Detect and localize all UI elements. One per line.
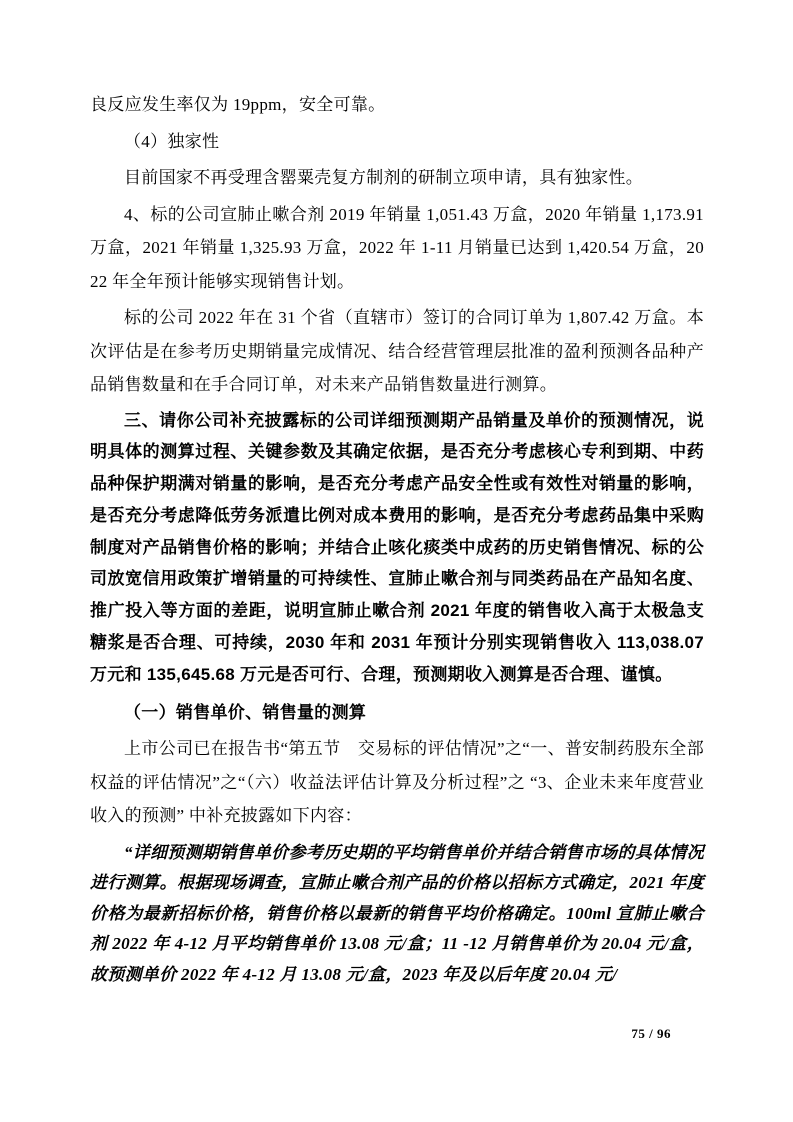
- paragraph-disclosure-location: 上市公司已在报告书“第五节 交易标的评估情况”之“一、普安制药股东全部权益的评估情况”之“（六）收益法评估计算及分析过程”之 “3、企业未来年度营业收入的预测” 中补充披露如下内容：: [90, 739, 704, 826]
- paragraph-continuation: 良反应发生率仅为 19ppm，安全可靠。: [90, 95, 386, 114]
- paragraph-inquiry-question-three: 三、请你公司补充披露标的公司详细预测期产品销量及单价的预测情况，说明具体的测算过程、关键参数及其确定依据，是否充分考虑核心专利到期、中药品种保护期满对销量的影响，是否充分考虑产品安全性或有效性对销量的影响，是否充分考虑降低劳务派遣比例对成本费用的影响，是否充分考虑药品集中采购制度对产品销售价格的影响；并结合止咳化痰类中成药的历史销售情况、标的公司放宽信用政策扩增销量的可持续性、宣肺止嗽合剂与同类药品在产品知名度、推广投入等方面的差距，说明宣肺止嗽合剂 2021 年度的销售收入高于太极急支糖浆是否合理、可持续，2030 年和 2031 年预计分别实现销售收入 113,038.07 万元和 135,645.68 万元是否可行、合理，预测期收入测算是否合理、谨慎。: [90, 410, 704, 684]
- paragraph-contract-orders: 标的公司 2022 年在 31 个省（直辖市）签订的合同订单为 1,807.42 万盒。本次评估是在参考历史期销量完成情况、结合经营管理层批准的盈利预测各品种产品销售数量和在手合同订单，对未来产品销售数量进行测算。: [90, 308, 704, 394]
- paragraph-sales-volume-history: 4、标的公司宣肺止嗽合剂 2019 年销量 1,051.43 万盒，2020 年销量 1,173.91 万盒，2021 年销量 1,325.93 万盒，2022 年 1-11 月销量已达到 1,420.54 万盒，2022 年全年预计能够实现销售计划。: [90, 204, 704, 291]
- paragraph-quoted-disclosure: “详细预测期销售单价参考历史期的平均销售单价并结合销售市场的具体情况进行测算。根据现场调查，宣肺止嗽合剂产品的价格以招标方式确定，2021 年度价格为最新招标价格，销售价格以最新的销售平均价格确定。100ml 宣肺止嗽合剂 2022 年 4-12 月平均销售单价 13.08 元/盒；11 -12 月销售单价为 20.04 元/盒，故预测单价 2022 年 4-12 月 13.08 元/盒，2023 年及以后年度 20.04 元/: [90, 842, 704, 984]
- paragraph-exclusivity-detail: 目前国家不再受理含罂粟壳复方制剂的研制立项申请，具有独家性。: [124, 168, 643, 187]
- subheading-exclusivity: （4）独家性: [124, 131, 220, 151]
- heading-section-one-price-volume: （一）销售单价、销售量的测算: [124, 702, 367, 722]
- document-body: [90, 88, 704, 990]
- page-number: 75 / 96: [631, 1026, 671, 1041]
